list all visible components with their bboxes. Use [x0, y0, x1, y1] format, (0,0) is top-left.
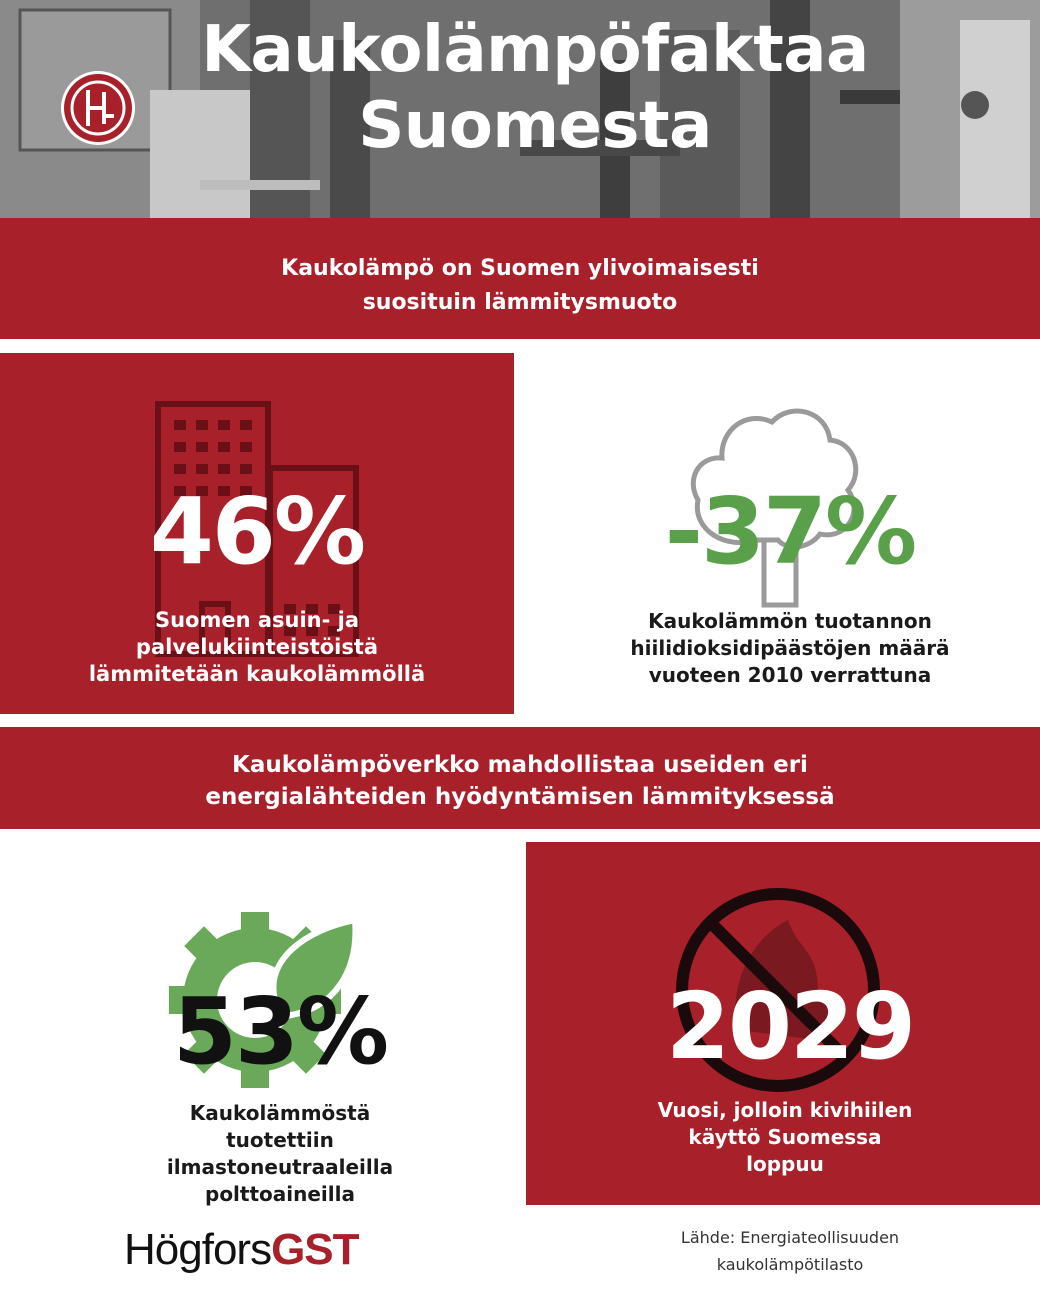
caption-line: Suomen asuin- ja	[154, 608, 360, 632]
caption-line: Vuosi, jolloin kivihiilen	[657, 1098, 913, 1122]
intro-band	[0, 218, 1040, 339]
caption-line: loppuu	[746, 1152, 824, 1176]
stat-caption-climate-neutral	[110, 1100, 450, 1208]
caption-line: tuotettiin ilmastoneutraaleilla	[166, 1128, 394, 1179]
header-banner	[0, 0, 1040, 218]
page-title	[170, 12, 900, 164]
stat-value-2029: 2029	[665, 973, 915, 1080]
stat-caption-coal-end	[600, 1097, 970, 1178]
brand-name-part2: GST	[271, 1225, 359, 1274]
network-text	[0, 749, 1040, 813]
network-line-2: energialähteiden hyödyntämisen lämmityksessä	[205, 784, 835, 810]
brand-name-part1: Högfors	[124, 1225, 272, 1274]
caption-line: Kaukolämmön tuotannon	[648, 609, 932, 633]
source-line-1: Lähde: Energiateollisuuden	[680, 1228, 900, 1247]
stat-caption-buildings	[40, 607, 474, 688]
source-line-2: kaukolämpötilasto	[716, 1255, 864, 1274]
title-line-2: Suomesta	[358, 89, 712, 163]
network-band	[0, 727, 1040, 829]
caption-line: vuoteen 2010 verrattuna	[648, 663, 932, 687]
caption-line: käyttö Suomessa	[688, 1125, 882, 1149]
title-line-1: Kaukolämpöfaktaa	[201, 13, 869, 87]
intro-text	[0, 252, 1040, 320]
brand-logo	[124, 1222, 359, 1278]
caption-line: polttoaineilla	[205, 1182, 355, 1206]
caption-line: lämmitetään kaukolämmöllä	[88, 662, 426, 686]
intro-line-1: Kaukolämpö on Suomen ylivoimaisesti	[281, 256, 759, 281]
hg-monogram-icon	[60, 70, 136, 146]
stat-value-53: 53%	[172, 978, 388, 1085]
stat-value-minus-37: -37%	[664, 478, 916, 585]
source-note	[640, 1224, 940, 1278]
stat-value-46: 46%	[149, 478, 365, 585]
caption-line: hiilidioksidipäästöjen määrä	[630, 636, 950, 660]
network-line-1: Kaukolämpöverkko mahdollistaa useiden eri	[232, 752, 808, 778]
caption-line: palvelukiinteistöistä	[135, 635, 379, 659]
intro-line-2: suosituin lämmitysmuoto	[362, 290, 678, 315]
caption-line: Kaukolämmöstä	[189, 1101, 371, 1125]
stat-caption-co2	[590, 608, 990, 689]
